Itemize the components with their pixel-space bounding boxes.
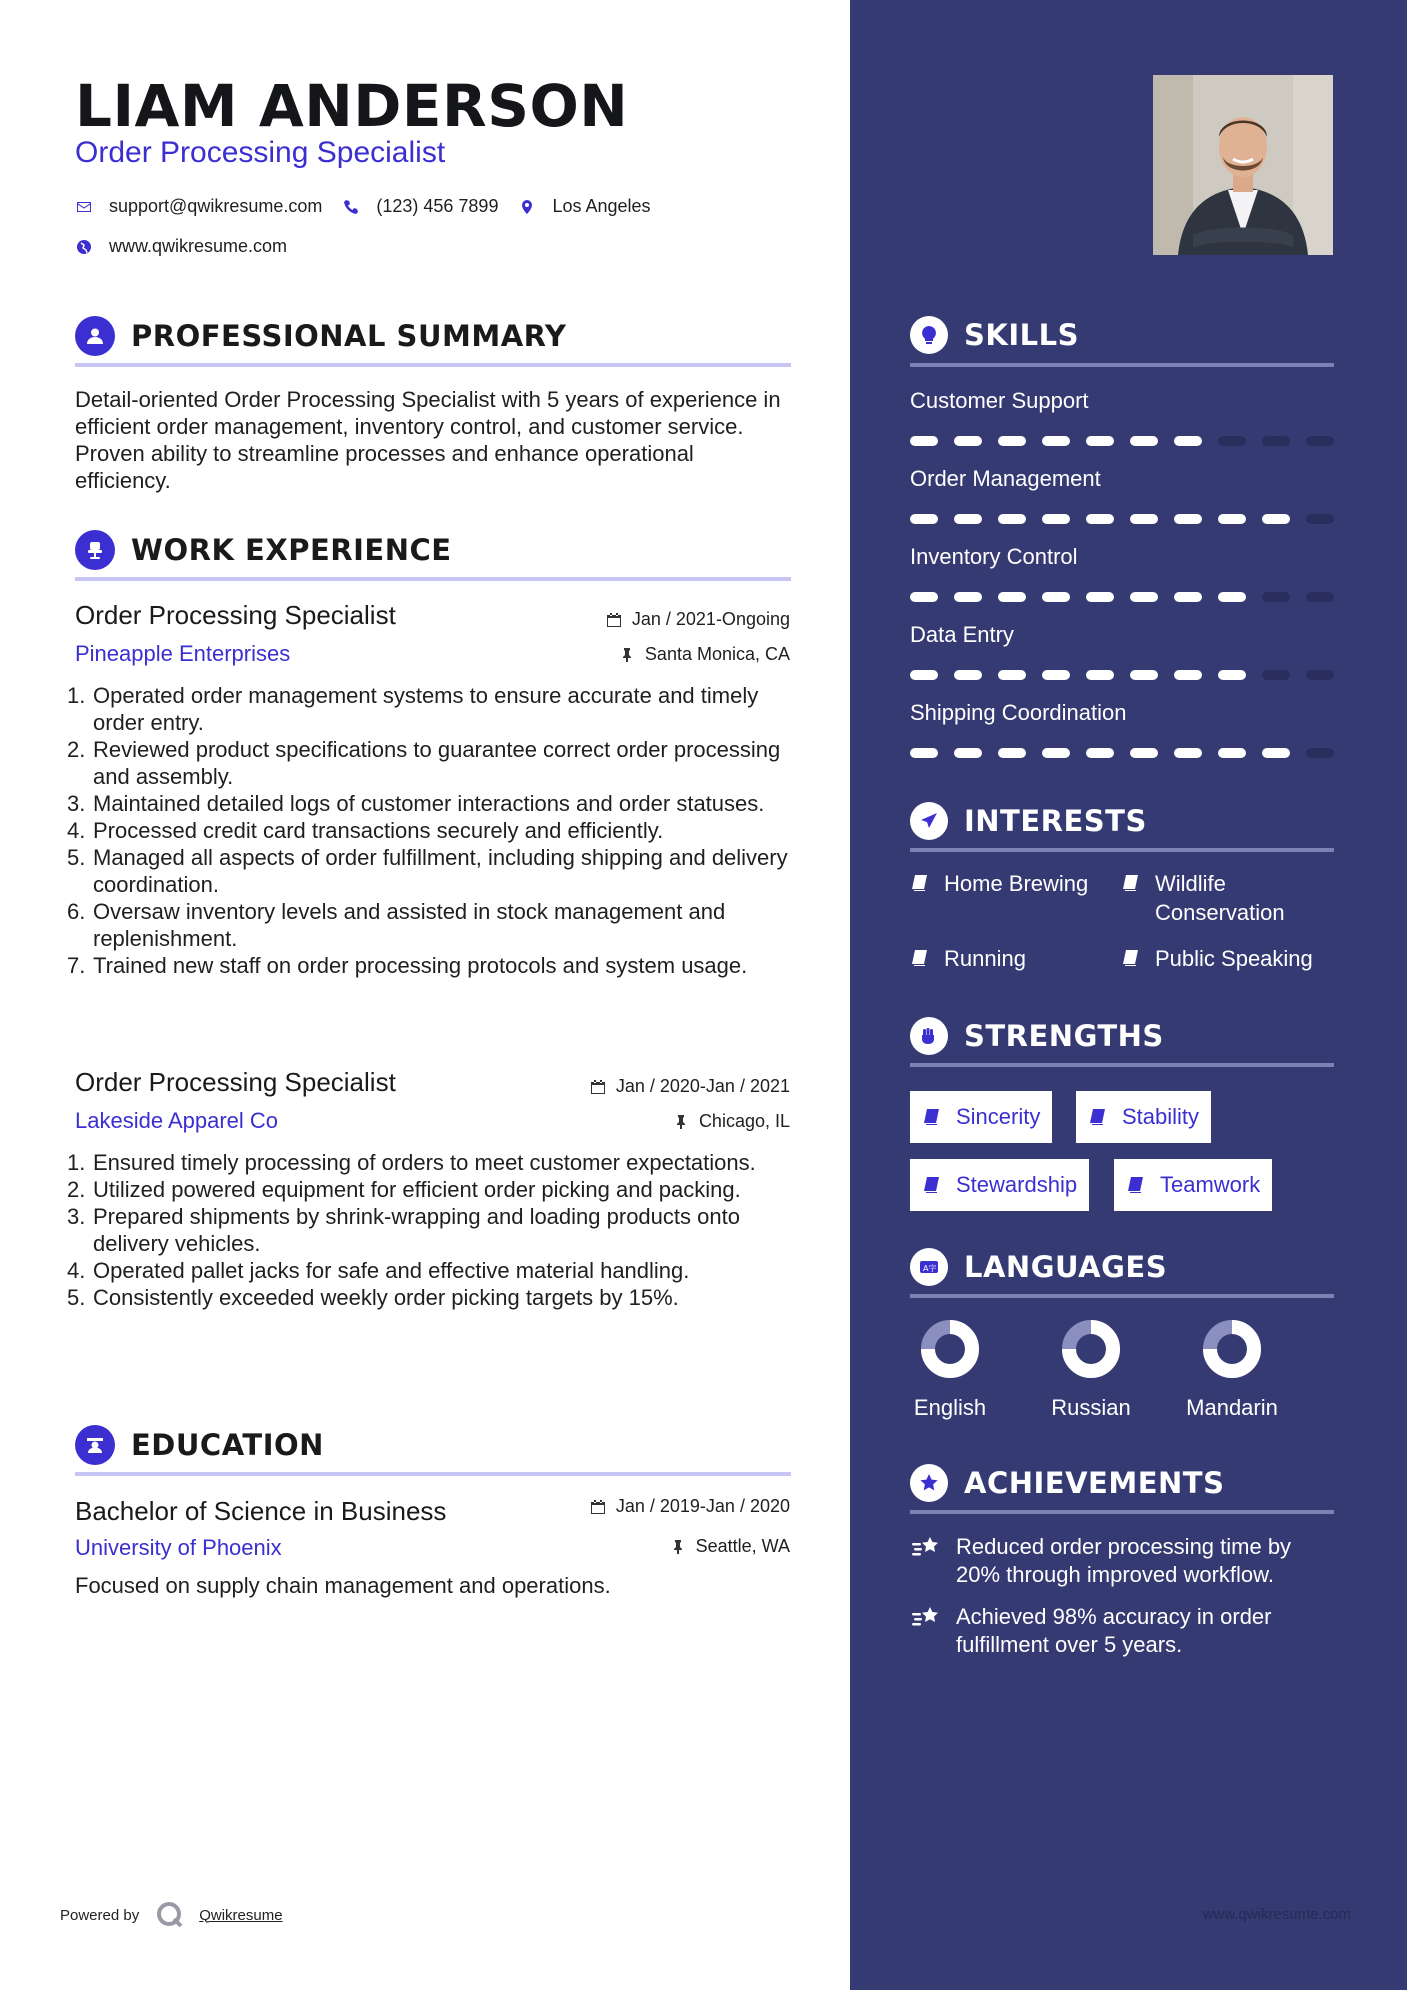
phone-number[interactable]: (123) 456 7899 xyxy=(376,196,499,216)
skill-dash xyxy=(1262,592,1290,602)
skill-dash xyxy=(910,514,938,524)
briefcase-chair-icon xyxy=(75,530,115,570)
skill-dash xyxy=(998,514,1026,524)
website-link[interactable]: www.qwikresume.com xyxy=(109,236,288,256)
achievement-item: Reduced order processing time by 20% through improved workflow. xyxy=(910,1533,1334,1589)
strength-tag: Teamwork xyxy=(1114,1159,1272,1211)
skill-dash xyxy=(1174,436,1202,446)
skill-name: Customer Support xyxy=(910,388,1089,413)
calendar-icon xyxy=(590,1079,606,1095)
skill-rating-bar xyxy=(910,748,1334,758)
strength-tag: Sincerity xyxy=(910,1091,1052,1143)
sidebar xyxy=(850,0,1407,1990)
lightbulb-icon xyxy=(910,316,948,354)
interest-item: Running xyxy=(910,944,1110,973)
language-level-donut xyxy=(1060,1318,1122,1380)
interest-item: Home Brewing xyxy=(910,869,1110,898)
location-text: Los Angeles xyxy=(552,196,651,216)
skill-dash xyxy=(1042,592,1070,602)
skills-heading: SKILLS xyxy=(910,316,1079,354)
book-icon xyxy=(1126,1175,1146,1195)
list-item: Managed all aspects of order fulfillment, including shipping and delivery coordination. xyxy=(93,845,788,897)
skill-dash xyxy=(1042,514,1070,524)
school-name: University of Phoenix xyxy=(75,1535,282,1560)
skill-dash xyxy=(1042,670,1070,680)
list-item: Ensured timely processing of orders to meet customer expectations. xyxy=(93,1150,756,1175)
skill-dash xyxy=(1306,748,1334,758)
skill-dash xyxy=(1306,670,1334,680)
skill-dash xyxy=(954,670,982,680)
powered-by: Powered by Qwikresume xyxy=(60,1900,283,1930)
skill-dash xyxy=(1130,748,1158,758)
skill-dash xyxy=(1306,436,1334,446)
skill-dash xyxy=(1086,748,1114,758)
skill-name: Data Entry xyxy=(910,622,1014,647)
skill-dash xyxy=(910,436,938,446)
list-item: Processed credit card transactions securely and efficiently. xyxy=(93,818,664,843)
summary-divider xyxy=(75,363,791,367)
experience-divider xyxy=(75,577,791,581)
phone-icon xyxy=(342,198,360,216)
interests-heading: INTERESTS xyxy=(910,802,1147,840)
skill-dash xyxy=(1218,748,1246,758)
map-pin-icon xyxy=(518,198,536,216)
skill-dash xyxy=(1086,592,1114,602)
pushpin-icon xyxy=(619,647,635,663)
book-icon xyxy=(910,948,930,968)
skill-dash xyxy=(998,436,1026,446)
list-item: Consistently exceeded weekly order picking targets by 15%. xyxy=(93,1285,679,1310)
language-level-donut xyxy=(919,1318,981,1380)
education-dates: Jan / 2019-Jan / 2020 xyxy=(590,1496,790,1517)
calendar-icon xyxy=(590,1499,606,1515)
skill-dash xyxy=(1218,670,1246,680)
skill-dash xyxy=(1130,436,1158,446)
email-link[interactable]: support@qwikresume.com xyxy=(109,196,323,216)
skill-name: Inventory Control xyxy=(910,544,1078,569)
achievement-item: Achieved 98% accuracy in order fulfillment over 5 years. xyxy=(910,1603,1334,1659)
job-2-duties xyxy=(67,1149,797,1311)
candidate-name: LIAM ANDERSON xyxy=(75,72,629,140)
qwikresume-link[interactable]: Qwikresume xyxy=(199,1906,283,1924)
skills-divider xyxy=(910,363,1334,367)
achievements-heading: ACHIEVEMENTS xyxy=(910,1464,1224,1502)
skill-rating-bar xyxy=(910,670,1334,680)
skill-name: Order Management xyxy=(910,466,1101,491)
education-divider xyxy=(75,1472,791,1476)
job-1-title: Order Processing Specialist xyxy=(75,600,396,630)
skill-dash xyxy=(1218,592,1246,602)
skill-dash xyxy=(1086,670,1114,680)
skill-dash xyxy=(1306,592,1334,602)
strengths-heading: STRENGTHS xyxy=(910,1017,1164,1055)
language-item: Mandarin xyxy=(1172,1318,1292,1421)
skill-rating-bar xyxy=(910,436,1334,446)
skill-dash xyxy=(1130,670,1158,680)
skill-dash xyxy=(1086,514,1114,524)
book-icon xyxy=(910,873,930,893)
education-heading: EDUCATION xyxy=(75,1425,324,1465)
skill-dash xyxy=(1130,592,1158,602)
languages-divider xyxy=(910,1294,1334,1298)
strength-tag: Stability xyxy=(1076,1091,1211,1143)
language-level-donut xyxy=(1201,1318,1263,1380)
list-item: Trained new staff on order processing protocols and system usage. xyxy=(93,953,748,978)
degree-title: Bachelor of Science in Business xyxy=(75,1496,447,1526)
skill-dash xyxy=(1086,436,1114,446)
skill-dash xyxy=(998,670,1026,680)
translate-icon xyxy=(910,1248,948,1286)
interest-item: Wildlife Conservation xyxy=(1121,869,1331,927)
user-icon xyxy=(75,316,115,356)
profile-photo xyxy=(1153,75,1333,255)
summary-text: Detail-oriented Order Processing Specialist with 5 years of experience in efficient order management, inventory control, and customer service. Proven ability to streamline processes and enhance operational efficiency. xyxy=(75,387,781,493)
envelope-icon xyxy=(75,198,93,216)
svg-text:A字: A字 xyxy=(923,1264,937,1273)
book-icon xyxy=(922,1175,942,1195)
paper-plane-icon xyxy=(910,802,948,840)
skill-dash xyxy=(1042,436,1070,446)
skill-dash xyxy=(1262,748,1290,758)
calendar-icon xyxy=(606,612,622,628)
qwikresume-logo-icon xyxy=(155,1900,185,1930)
book-icon xyxy=(922,1107,942,1127)
skill-dash xyxy=(1042,748,1070,758)
shooting-star-icon xyxy=(910,1605,942,1631)
list-item: Operated pallet jacks for safe and effective material handling. xyxy=(93,1258,690,1283)
language-item: English xyxy=(890,1318,1010,1421)
skill-dash xyxy=(1262,514,1290,524)
list-item: Prepared shipments by shrink-wrapping and loading products onto delivery vehicles. xyxy=(93,1204,740,1256)
book-icon xyxy=(1121,873,1141,893)
job-2-company: Lakeside Apparel Co xyxy=(75,1108,279,1133)
skill-dash xyxy=(1218,436,1246,446)
skill-dash xyxy=(998,592,1026,602)
strength-tag: Stewardship xyxy=(910,1159,1089,1211)
job-1-company: Pineapple Enterprises xyxy=(75,641,291,666)
language-item: Russian xyxy=(1031,1318,1151,1421)
job-2-location: Chicago, IL xyxy=(673,1111,790,1132)
skill-dash xyxy=(1218,514,1246,524)
job-1-location: Santa Monica, CA xyxy=(619,644,790,665)
job-1-dates: Jan / 2021-Ongoing xyxy=(606,609,790,630)
skill-rating-bar xyxy=(910,514,1334,524)
skill-dash xyxy=(1130,514,1158,524)
languages-heading: A字 LANGUAGES xyxy=(910,1248,1167,1286)
job-title-headline: Order Processing Specialist xyxy=(75,136,446,169)
list-item: Maintained detailed logs of customer interactions and order statuses. xyxy=(93,791,765,816)
skill-dash xyxy=(1174,670,1202,680)
list-item: Reviewed product specifications to guarantee correct order processing and assembly. xyxy=(93,737,781,789)
job-2-dates: Jan / 2020-Jan / 2021 xyxy=(590,1076,790,1097)
book-icon xyxy=(1121,948,1141,968)
website-row xyxy=(75,236,307,257)
skill-dash xyxy=(954,436,982,446)
experience-heading: WORK EXPERIENCE xyxy=(75,530,452,570)
skill-dash xyxy=(998,748,1026,758)
skill-dash xyxy=(1306,514,1334,524)
skill-dash xyxy=(910,592,938,602)
summary-heading: PROFESSIONAL SUMMARY xyxy=(75,316,566,356)
star-badge-icon xyxy=(910,1464,948,1502)
strengths-divider xyxy=(910,1063,1334,1067)
skill-name: Shipping Coordination xyxy=(910,700,1127,725)
skill-dash xyxy=(1174,592,1202,602)
skill-dash xyxy=(1262,670,1290,680)
skill-dash xyxy=(954,592,982,602)
skill-dash xyxy=(910,748,938,758)
list-item: Utilized powered equipment for efficient order picking and packing. xyxy=(93,1177,741,1202)
skill-dash xyxy=(954,514,982,524)
graduate-icon xyxy=(75,1425,115,1465)
interests-divider xyxy=(910,848,1334,852)
skill-dash xyxy=(910,670,938,680)
skill-dash xyxy=(954,748,982,758)
list-item: Operated order management systems to ensure accurate and timely order entry. xyxy=(93,683,759,735)
contact-row xyxy=(75,196,671,217)
skill-rating-bar xyxy=(910,592,1334,602)
pushpin-icon xyxy=(673,1114,689,1130)
job-1-duties xyxy=(67,682,797,979)
footer-website[interactable]: www.qwikresume.com xyxy=(1202,1906,1351,1923)
list-item: Oversaw inventory levels and assisted in stock management and replenishment. xyxy=(93,899,726,951)
globe-icon xyxy=(75,238,93,256)
fist-icon xyxy=(910,1017,948,1055)
achievements-divider xyxy=(910,1510,1334,1514)
skill-dash xyxy=(1174,514,1202,524)
interest-item: Public Speaking xyxy=(1121,944,1331,973)
skill-dash xyxy=(1174,748,1202,758)
pushpin-icon xyxy=(670,1539,686,1555)
skill-dash xyxy=(1262,436,1290,446)
shooting-star-icon xyxy=(910,1535,942,1561)
book-icon xyxy=(1088,1107,1108,1127)
education-location: Seattle, WA xyxy=(670,1536,790,1557)
job-2-title: Order Processing Specialist xyxy=(75,1067,396,1097)
education-description: Focused on supply chain management and operations. xyxy=(75,1573,611,1598)
